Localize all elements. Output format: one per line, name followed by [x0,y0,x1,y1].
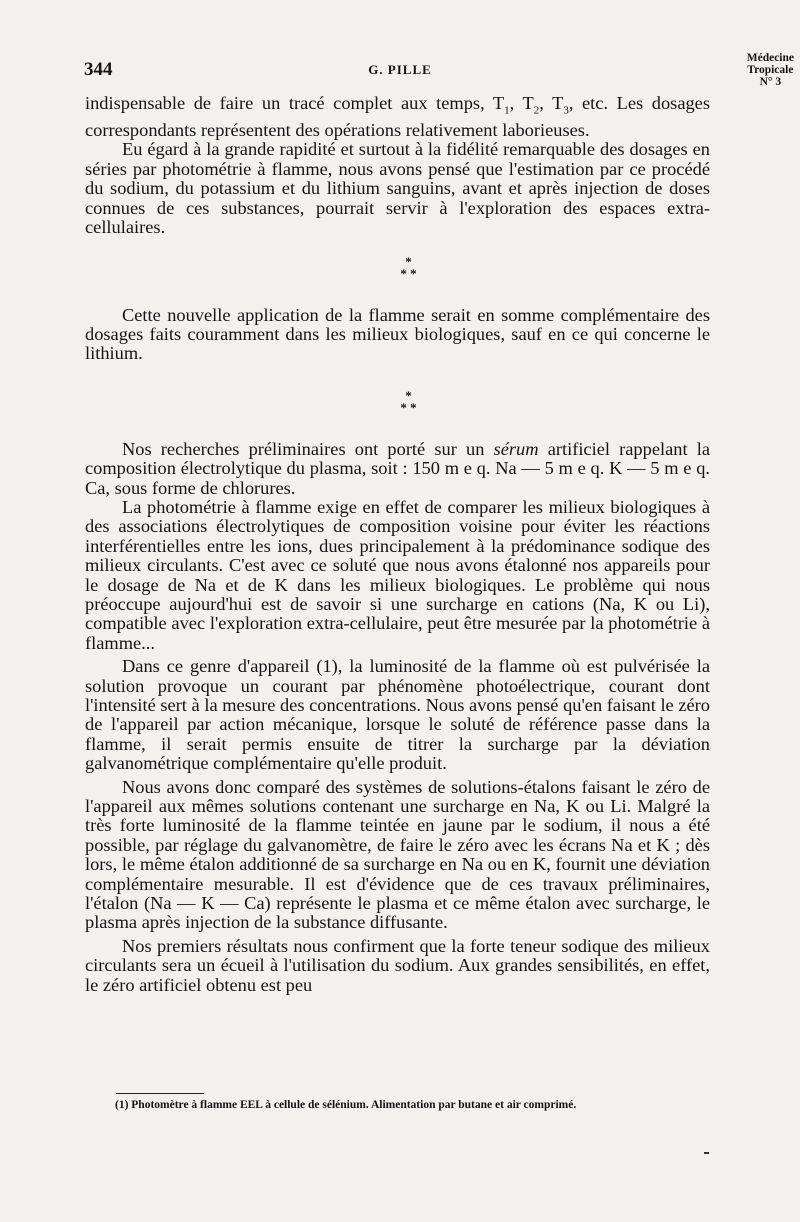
paragraph: Cette nouvelle application de la flamme serait en somme complémentaire des dosages faits couramment dans les milieux biologiques, sauf en ce qui concerne le lithium. [85,304,710,364]
journal-mark-line: Tropicale [747,64,794,76]
separator-stars: * * [400,399,417,415]
footnote-rule [116,1093,204,1094]
journal-mark-line: N° 3 [759,76,782,88]
paragraph: La photométrie à flamme exige en effet de comparer les milieux biologiques à des associations électrolytiques de composition voisine pour éviter les réactions interférentielles entre les ions, dues principalement à la prédominance sodique des milieux circulants. C'est avec ce soluté que nous avons étalonné nos appareils pour le dosage de Na et de K dans les milieux biologiques. Le problème qui nous préoccupe aujourd'hui est de savoir si une surcharge en cations (Na, K ou Li), compatible avec l'exploration extra-cellulaire, peut être mesurée par la photométrie à flamme... [85,496,710,653]
paragraph: Nos premiers résultats nous confirment que la forte teneur sodique des milieux circulants sera un écueil à l'utilisation du sodium. Aux grandes sensibilités, en effet, le zéro artificiel obtenu est peu [85,935,710,995]
journal-mark-line: Médecine [746,52,794,64]
text-run: indispensable de faire un tracé complet aux temps, T [85,93,505,113]
separator-star: * [405,387,412,403]
paragraph: Nous avons donc comparé des systèmes de solutions-étalons faisant le zéro de l'appareil aux mêmes solutions contenant une surcharge en Na, K ou Li. Malgré la très forte luminosité de la flamme teintée en jaune par le sodium, il nous a été possible, par réglage du galvanomètre, de faire le zéro avec les écrans Na et K ; dès lors, le même étalon additionné de sa surcharge en Na ou en K, fournit une déviation complémentaire mesurable. Il est d'évidence que de ces travaux préliminaires, l'étalon (Na — K — Ca) représente le plasma et ce même étalon avec surcharge, le plasma après injection de la substance diffusante. [85,776,710,933]
text-run: Nos recherches préliminaires ont porté sur un [122,438,494,459]
running-head: G. PILLE [368,62,432,77]
journal-mark [747,52,794,88]
footnote: (1) Photomètre à flamme EEL à cellule de sélénium. Alimentation par butane et air comprimé. [115,1099,577,1111]
subscript: 2 [533,104,540,117]
section-separator [107,253,710,281]
emphasis: sérum [493,438,539,459]
text-run: , T [539,93,564,113]
paragraph [85,440,710,498]
text-run: , etc. Les dosages correspondants représentent des opérations relativement laborieuses. [85,93,711,141]
paragraph: Eu égard à la grande rapidité et surtout à la fidélité remarquable des dosages en séries par photométrie à flamme, nous avons pensé que l'estimation par ce procédé du sodium, du potassium et du lithium sanguins, avant et après injection de doses connues de ces substances, pourrait servir à l'exploration des espaces extra-cellulaires. [85,139,710,238]
text-run: artificiel rappelant la composition électrolytique du plasma, soit : 150 m e q. Na — 5 m e q. K — 5 m e q. Ca, sous forme de chlorures. [85,438,710,498]
paragraph [85,94,710,140]
separator-stars: * * [400,265,417,281]
subscript: 1 [504,104,510,117]
main-text [85,94,710,995]
page-number: 344 [84,59,113,80]
text-run: , T [509,93,534,113]
subscript: 3 [563,104,569,117]
page-mark [704,1152,709,1154]
section-separator [107,387,710,415]
paragraph: Dans ce genre d'appareil (1), la luminosité de la flamme où est pulvérisée la solution provoque un courant par phénomène photoélectrique, courant dont l'intensité sert à la mesure des concentrations. Nous avons pensé qu'en faisant le zéro de l'appareil par action mécanique, lorsque le soluté de référence passe dans la flamme, il serait permis ensuite de titrer la surcharge par la déviation galvanométrique complémentaire qu'elle produit. [85,656,710,774]
separator-star: * [405,253,412,269]
